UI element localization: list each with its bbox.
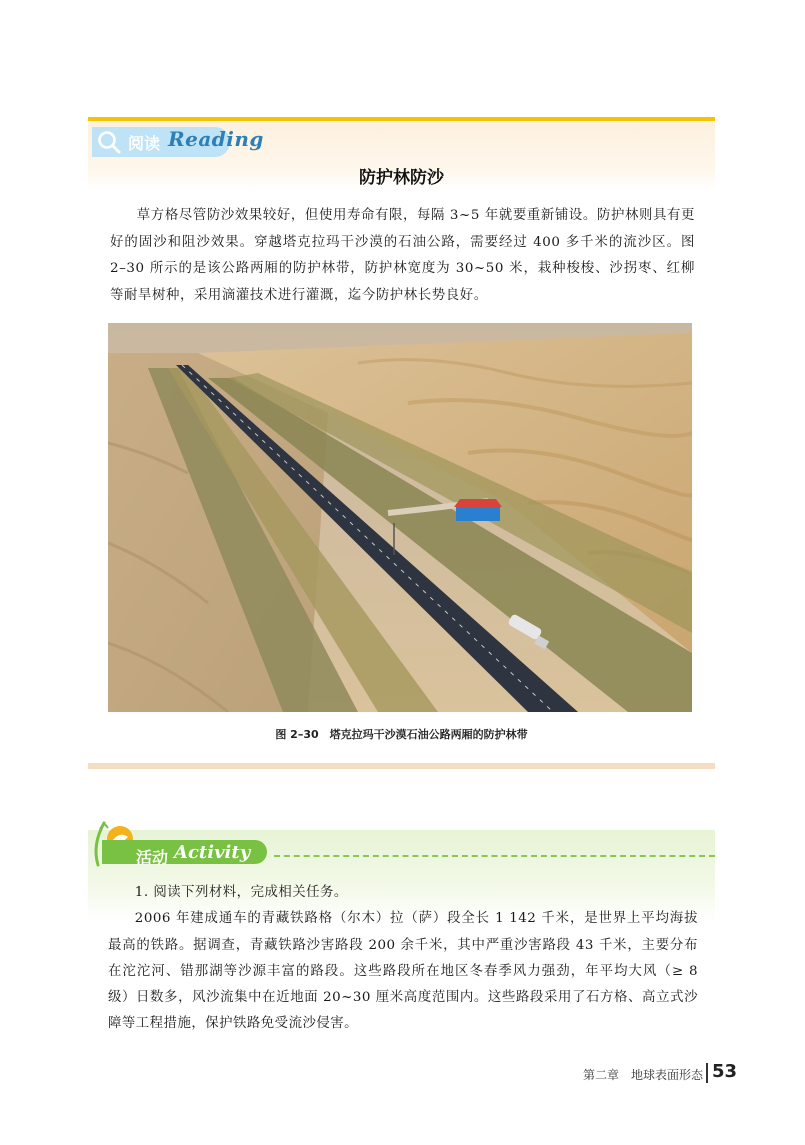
- reading-title: 防护林防沙: [359, 168, 444, 188]
- activity-header: [88, 815, 715, 875]
- reading-label-en: Reading: [168, 127, 264, 151]
- footer-chapter: 第二章 地球表面形态: [583, 1068, 704, 1082]
- page-number: 53: [712, 1061, 738, 1082]
- activity-label: 活动: [136, 848, 169, 867]
- reading-paragraph: 草方格尽管防沙效果较好，但使用寿命有限，每隔 3~5 年就要重新铺设。防护林则具有更好的固沙和阻沙效果。穿越塔克拉玛干沙漠的石油公路，需要经过 400 多千米的流沙区。图 2–30 所示的是该公路两厢的防护林带，防护林宽度为 30~50 米，栽种梭梭、沙拐枣、红柳等耐旱树种，采用滴灌技术进行灌溉，迄今防护林长势良好。: [110, 208, 695, 303]
- activity-question: 1. 阅读下列材料，完成相关任务。: [134, 885, 348, 900]
- activity-body: [108, 880, 698, 1038]
- reading-label: 阅读: [128, 134, 161, 153]
- reading-bottom-rule: [88, 763, 715, 769]
- activity-material: 2006 年建成通车的青藏铁路格（尔木）拉（萨）段全长 1 142 千米，是世界上平均海拔最高的铁路。据调查，青藏铁路沙害路段 200 余千米，其中严重沙害路段 43 千米，主要分布在沱沱河、错那湖等沙源丰富的路段。这些路段所在地区冬春季风力强劲，年平均大风（≥ 8 级）日数多，风沙流集中在近地面 20~30 厘米高度范围内。这些路段采用了石方格、高立式沙障等工程措施，保护铁路免受流沙侵害。: [108, 911, 698, 1032]
- magnifier-icon: [96, 129, 122, 155]
- footer-divider: [706, 1063, 708, 1083]
- figure-caption: 图 2–30 塔克拉玛干沙漠石油公路两厢的防护林带: [275, 728, 528, 741]
- activity-dashed-rule: [274, 855, 715, 857]
- reading-box: [88, 117, 715, 772]
- activity-label-en: Activity: [174, 842, 251, 863]
- desert-highway-photo: [108, 323, 692, 712]
